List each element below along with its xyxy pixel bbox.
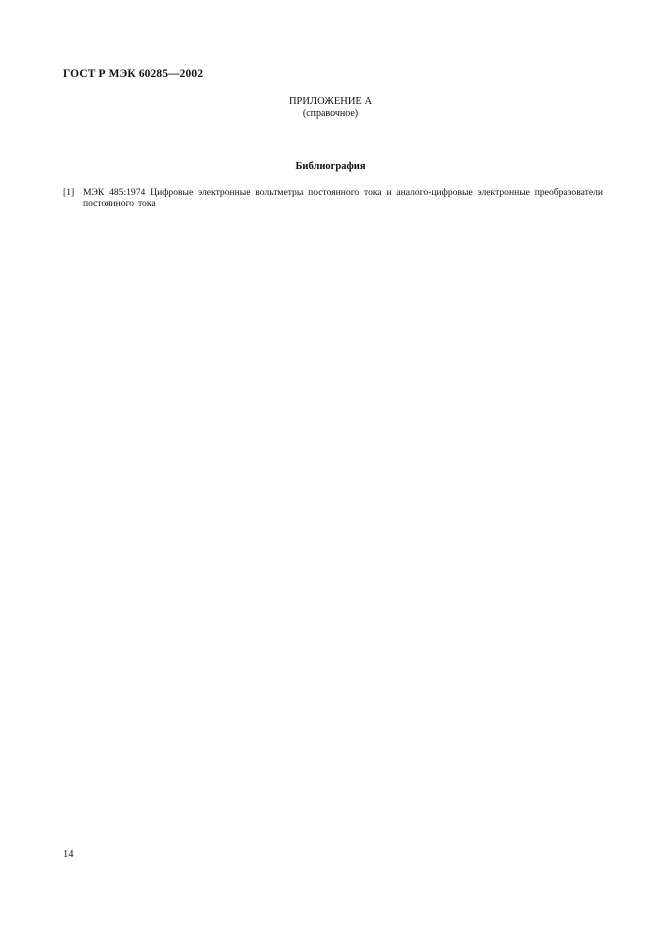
bibliography-entry [63,187,603,209]
appendix-title: ПРИЛОЖЕНИЕ А [288,96,373,107]
appendix-subtitle: (справочное) [302,108,359,119]
bibliography-list [63,187,603,209]
bibliography-entry-text: МЭК 485:1974 Цифровые электронные вольтметры постоянного тока и аналого-цифровые электронные преобразователи постоянного тока [83,187,603,209]
bibliography-entry-number: [1] [63,187,75,198]
appendix-heading [0,96,661,120]
standard-code-header: ГОСТ Р МЭК 60285—2002 [63,68,204,80]
bibliography-title: Библиография [295,161,366,172]
page-number: 14 [63,849,74,860]
